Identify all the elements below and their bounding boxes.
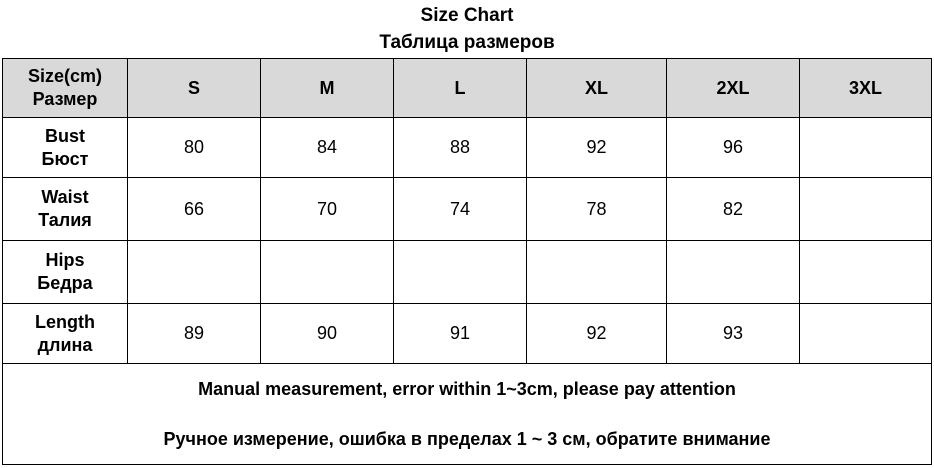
table-cell: 74: [394, 178, 527, 241]
table-cell: 93: [667, 304, 800, 364]
table-cell: [261, 241, 394, 304]
table-cell: 92: [527, 304, 667, 364]
table-cell: 89: [128, 304, 261, 364]
size-header-s: S: [128, 59, 261, 118]
table-cell: [667, 241, 800, 304]
table-cell: 70: [261, 178, 394, 241]
table-row-waist: [3, 178, 932, 241]
table-cell: [527, 241, 667, 304]
chart-title-en: Size Chart: [420, 5, 514, 26]
table-cell: [800, 304, 932, 364]
table-cell: 78: [527, 178, 667, 241]
row-label-cell: [3, 241, 128, 304]
header-label-ru: Размер: [32, 89, 98, 109]
table-cell: 90: [261, 304, 394, 364]
table-cell: 82: [667, 178, 800, 241]
size-header-xl: XL: [527, 59, 667, 118]
row-label-en: Length: [35, 311, 95, 332]
table-cell: 84: [261, 118, 394, 178]
table-row-hips: [3, 241, 932, 304]
row-label-ru: Бедра: [37, 273, 93, 293]
row-label-ru: длина: [37, 334, 93, 355]
chart-title-ru: Таблица размеров: [379, 32, 555, 53]
header-label-cell: [3, 59, 128, 118]
size-header-2xl: 2XL: [667, 59, 800, 118]
table-cell: 66: [128, 178, 261, 241]
row-label-en: Hips: [45, 250, 85, 270]
measurement-note-en: Manual measurement, error within 1~3cm, please pay attention: [198, 378, 736, 399]
note-row: [3, 364, 932, 465]
size-header-3xl: 3XL: [800, 59, 932, 118]
table-cell: [800, 178, 932, 241]
row-label-en: Bust: [45, 125, 85, 146]
header-row: [3, 59, 932, 118]
table-cell: 96: [667, 118, 800, 178]
table-cell: 80: [128, 118, 261, 178]
row-label-ru: Бюст: [41, 148, 89, 169]
table-row-bust: [3, 118, 932, 178]
row-label-ru: Талия: [38, 210, 92, 230]
table-cell: [800, 241, 932, 304]
table-row-length: [3, 304, 932, 364]
header-label-en: Size(cm): [27, 66, 103, 86]
note-cell: [3, 364, 932, 465]
table-cell: [800, 118, 932, 178]
row-label-en: Waist: [41, 187, 89, 207]
table-cell: 91: [394, 304, 527, 364]
table-cell: [394, 241, 527, 304]
row-label-cell: [3, 178, 128, 241]
row-label-cell: [3, 118, 128, 178]
measurement-note-ru: Ручное измерение, ошибка в пределах 1 ~ 3 см, обратите внимание: [163, 428, 771, 449]
row-label-cell: [3, 304, 128, 364]
size-header-m: M: [261, 59, 394, 118]
table-cell: 92: [527, 118, 667, 178]
size-table: [2, 58, 932, 465]
table-cell: [128, 241, 261, 304]
table-cell: 88: [394, 118, 527, 178]
size-header-l: L: [394, 59, 527, 118]
